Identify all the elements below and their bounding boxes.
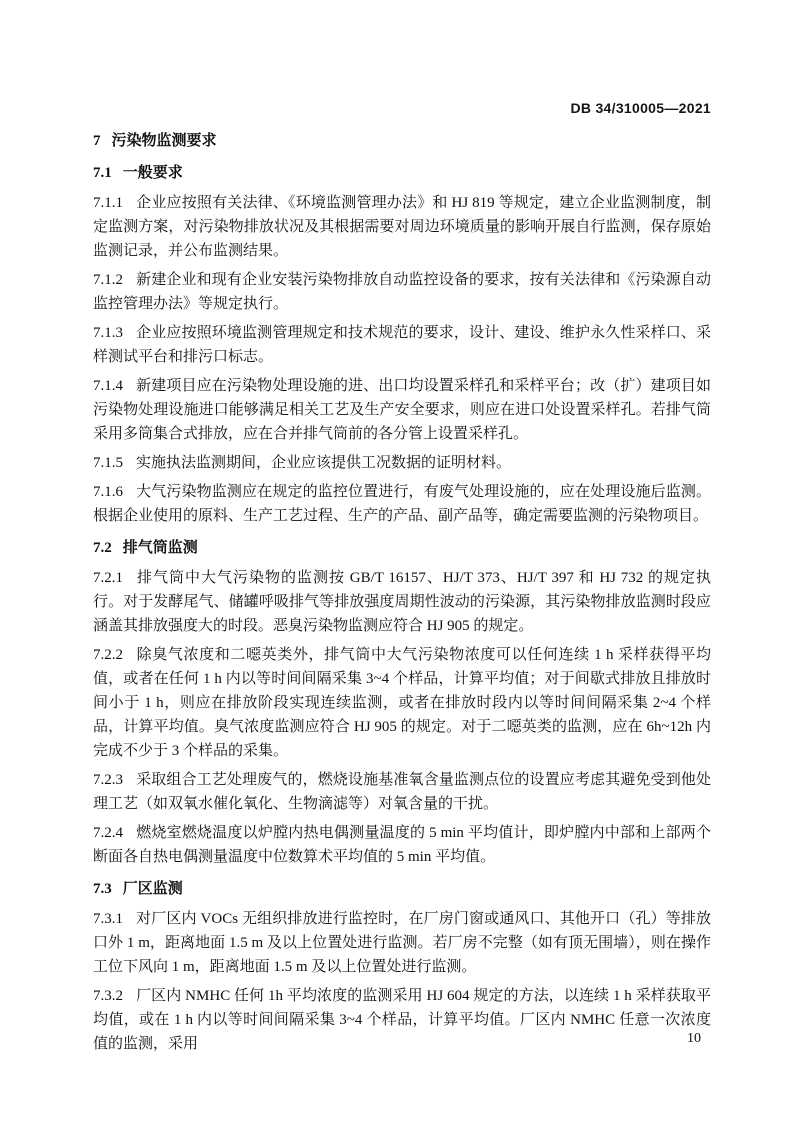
clause-number: 7.2.2 bbox=[93, 647, 123, 663]
clause-text: 新建项目应在污染物处理设施的进、出口均设置采样孔和采样平台；改（扩）建项目如污染物处理设施进口能够满足相关工艺及生产安全要求，则应在进口处设置采样孔。若排气筒采用多筒集合式排放，应在合并排气筒前的各分管上设置采样孔。 bbox=[93, 378, 711, 442]
clause-text: 采取组合工艺处理废气的，燃烧设施基准氧含量监测点位的设置应考虑其避免受到他处理工艺（如双氧水催化氧化、生物滴滤等）对氧含量的干扰。 bbox=[93, 772, 711, 812]
clause-number: 7.2.1 bbox=[93, 570, 123, 586]
section-title: 厂区监测 bbox=[122, 880, 183, 897]
clause-number: 7.1.6 bbox=[93, 484, 123, 500]
clause-7-2-2 bbox=[93, 643, 711, 763]
clause-text: 实施执法监测期间，企业应该提供工况数据的证明材料。 bbox=[136, 455, 512, 471]
chapter-heading-7 bbox=[93, 129, 711, 153]
document-header bbox=[93, 100, 711, 117]
clause-text: 燃烧室燃烧温度以炉膛内热电偶测量温度的 5 min 平均值计，即炉膛内中部和上部两个断面各自热电偶测量温度中位数算术平均值的 5 min 平均值。 bbox=[93, 825, 711, 865]
page-number: 10 bbox=[687, 1031, 701, 1046]
chapter-title: 污染物监测要求 bbox=[111, 132, 217, 149]
clause-7-1-2 bbox=[93, 268, 711, 316]
clause-number: 7.1.4 bbox=[93, 378, 123, 394]
clause-number: 7.1.5 bbox=[93, 455, 123, 471]
clause-7-1-3 bbox=[93, 321, 711, 369]
section-number: 7.3 bbox=[93, 881, 112, 897]
clause-7-1-1 bbox=[93, 191, 711, 263]
section-number: 7.2 bbox=[93, 540, 112, 556]
clause-number: 7.2.4 bbox=[93, 825, 123, 841]
section-title: 排气筒监测 bbox=[122, 539, 198, 556]
section-heading-7-2 bbox=[93, 536, 711, 560]
clause-number: 7.2.3 bbox=[93, 772, 123, 788]
clause-7-1-4 bbox=[93, 374, 711, 446]
clause-text: 对厂区内 VOCs 无组织排放进行监控时，在厂房门窗或通风口、其他开口（孔）等排放口外 1 m，距离地面 1.5 m 及以上位置处进行监测。若厂房不完整（如有顶无围墙），则在操作工位下风向 1 m，距离地面 1.5 m 及以上位置处进行监测。 bbox=[93, 911, 711, 975]
clause-text: 排气筒中大气污染物的监测按 GB/T 16157、HJ/T 373、HJ/T 397 和 HJ 732 的规定执行。对于发酵尾气、储罐呼吸排气等排放强度周期性波动的污染源，其污染物排放监测时段应涵盖其排放强度大的时段。恶臭污染物监测应符合 HJ 905 的规定。 bbox=[93, 570, 711, 634]
chapter-number: 7 bbox=[93, 133, 101, 149]
clause-text: 大气污染物监测应在规定的监控位置进行，有废气处理设施的，应在处理设施后监测。根据企业使用的原料、生产工艺过程、生产的产品、副产品等，确定需要监测的污染物项目。 bbox=[93, 484, 711, 524]
section-heading-7-3 bbox=[93, 877, 711, 901]
clause-7-2-3 bbox=[93, 768, 711, 816]
page-footer bbox=[687, 1030, 701, 1047]
clause-7-1-6 bbox=[93, 480, 711, 528]
clause-7-1-5 bbox=[93, 451, 711, 475]
section-title: 一般要求 bbox=[122, 164, 183, 181]
clause-number: 7.3.2 bbox=[93, 988, 123, 1004]
clause-text: 企业应按照有关法律、《环境监测管理办法》和 HJ 819 等规定，建立企业监测制度，制定监测方案，对污染物排放状况及其根据需要对周边环境质量的影响开展自行监测，保存原始监测记录，并公布监测结果。 bbox=[93, 195, 711, 259]
clause-text: 新建企业和现有企业安装污染物排放自动监控设备的要求，按有关法律和《污染源自动监控管理办法》等规定执行。 bbox=[93, 272, 711, 312]
standard-number: DB 34/310005—2021 bbox=[570, 100, 711, 116]
clause-text: 除臭气浓度和二噁英类外，排气筒中大气污染物浓度可以任何连续 1 h 采样获得平均值，或者在任何 1 h 内以等时间间隔采集 3~4 个样品，计算平均值；对于间歇式排放且排放时间小于 1 h，则应在排放阶段实现连续监测，或者在排放时段内以等时间间隔采集 2~4 个样品，计算平均值。臭气浓度监测应符合 HJ 905 的规定。对于二噁英类的监测，应在 6h~12h 内完成不少于 3 个样品的采集。 bbox=[93, 647, 711, 759]
clause-number: 7.1.3 bbox=[93, 325, 123, 341]
clause-7-3-2 bbox=[93, 984, 711, 1056]
clause-number: 7.3.1 bbox=[93, 911, 123, 927]
section-number: 7.1 bbox=[93, 165, 112, 181]
section-heading-7-1 bbox=[93, 161, 711, 185]
clause-7-2-4 bbox=[93, 821, 711, 869]
clause-7-3-1 bbox=[93, 907, 711, 979]
clause-number: 7.1.1 bbox=[93, 195, 123, 211]
clause-text: 厂区内 NMHC 任何 1h 平均浓度的监测采用 HJ 604 规定的方法，以连续 1 h 采样获取平均值，或在 1 h 内以等时间间隔采集 3~4 个样品，计算平均值。厂区内 NMHC 任意一次浓度值的监测，采用 bbox=[93, 988, 711, 1052]
clause-text: 企业应按照环境监测管理规定和技术规范的要求，设计、建设、维护永久性采样口、采样测试平台和排污口标志。 bbox=[93, 325, 711, 365]
clause-number: 7.1.2 bbox=[93, 272, 123, 288]
clause-7-2-1 bbox=[93, 566, 711, 638]
